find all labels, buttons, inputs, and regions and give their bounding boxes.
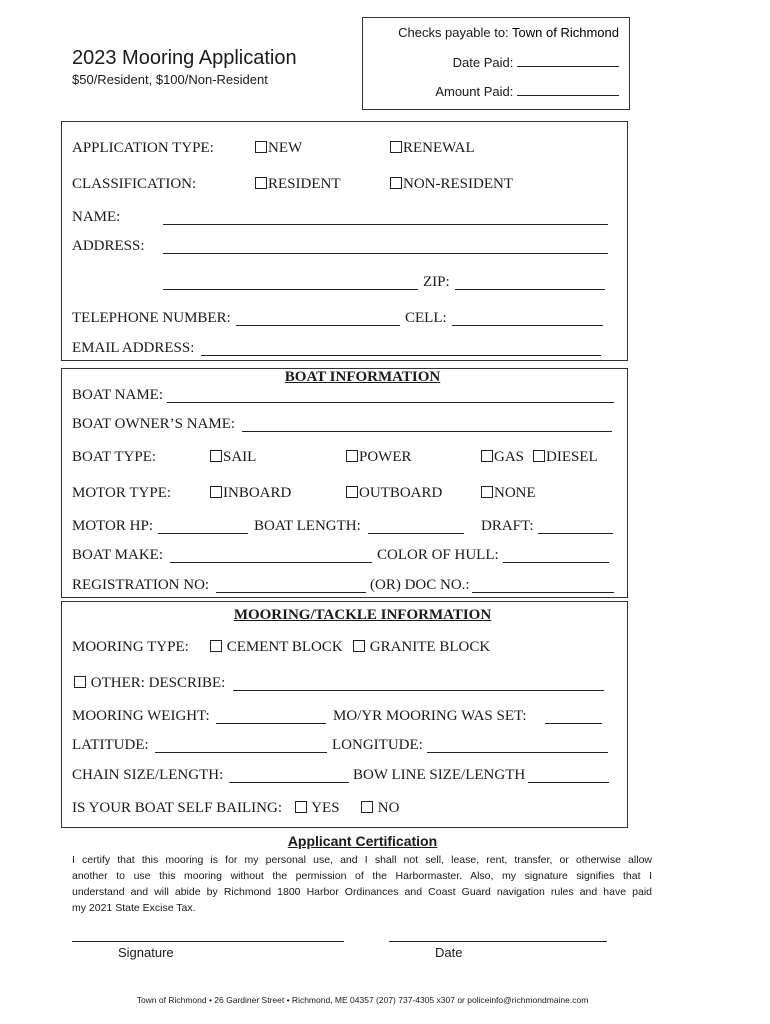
chain-size-label: CHAIN SIZE/LENGTH: — [72, 767, 224, 783]
sail-label: SAIL — [223, 449, 257, 465]
date-label: Date — [435, 945, 463, 960]
checks-payable-label: Checks payable to: — [398, 25, 513, 40]
outboard-label: OUTBOARD — [359, 485, 443, 501]
certification-line: I certify that this mooring is for my personal use, and I shall not sell, lease, rent, transfer, or otherwise allow — [72, 854, 652, 866]
latitude-label: LATITUDE: — [72, 737, 149, 753]
no-label: NO — [377, 800, 400, 816]
other-option[interactable] — [74, 675, 225, 692]
motor-hp-label: MOTOR HP: — [72, 518, 153, 534]
doc-no-label: (OR) DOC NO.: — [370, 577, 470, 593]
checks-payable-line — [398, 25, 619, 40]
owner-name-label: BOAT OWNER’S NAME: — [72, 416, 236, 432]
boat-length-label: BOAT LENGTH: — [254, 518, 361, 534]
resident-option[interactable] — [255, 176, 341, 193]
sail-checkbox[interactable] — [210, 450, 222, 462]
certification-line: another to use this mooring without the permission of the Harbormaster. Also, my signature signifies that I — [72, 870, 652, 882]
diesel-label: DIESEL — [546, 449, 598, 465]
doc-no-field[interactable] — [472, 579, 614, 593]
no-option[interactable] — [361, 800, 399, 817]
none-label: NONE — [494, 485, 536, 501]
amount-paid-blank[interactable] — [517, 82, 619, 96]
gas-label: GAS — [494, 449, 525, 465]
yes-option[interactable] — [295, 800, 340, 817]
telephone-label: TELEPHONE NUMBER: — [72, 310, 231, 326]
cell-field[interactable] — [452, 312, 603, 326]
gas-option[interactable] — [481, 449, 524, 466]
new-option[interactable] — [255, 140, 302, 157]
boat-name-label: BOAT NAME: — [72, 387, 163, 403]
motor-type-label: MOTOR TYPE: — [72, 485, 172, 501]
checks-payee: Town of Richmond — [512, 25, 619, 40]
none-option[interactable] — [481, 485, 536, 502]
outboard-checkbox[interactable] — [346, 486, 358, 498]
zip-field[interactable] — [455, 276, 605, 290]
signature-line[interactable] — [72, 941, 344, 942]
address-field[interactable] — [163, 240, 608, 254]
outboard-option[interactable] — [346, 485, 442, 502]
mooring-weight-field[interactable] — [216, 710, 326, 724]
non-resident-label: NON-RESIDENT — [403, 176, 513, 192]
hull-color-label: COLOR OF HULL: — [377, 547, 499, 563]
draft-label: DRAFT: — [481, 518, 534, 534]
renewal-checkbox[interactable] — [390, 141, 402, 153]
cement-block-label: CEMENT BLOCK — [226, 639, 343, 655]
telephone-field[interactable] — [236, 312, 400, 326]
new-checkbox[interactable] — [255, 141, 267, 153]
certification-heading: Applicant Certification — [287, 833, 438, 849]
email-label: EMAIL ADDRESS: — [72, 340, 195, 356]
non-resident-checkbox[interactable] — [390, 177, 402, 189]
name-field[interactable] — [163, 211, 608, 225]
inboard-checkbox[interactable] — [210, 486, 222, 498]
power-option[interactable] — [346, 449, 412, 466]
form-title: 2023 Mooring Application — [72, 47, 297, 69]
inboard-label: INBOARD — [223, 485, 292, 501]
no-checkbox[interactable] — [361, 801, 373, 813]
inboard-option[interactable] — [210, 485, 291, 502]
non-resident-option[interactable] — [390, 176, 513, 193]
longitude-label: LONGITUDE: — [332, 737, 423, 753]
latitude-field[interactable] — [155, 739, 327, 753]
boat-name-field[interactable] — [167, 389, 614, 403]
certification-text — [72, 852, 652, 916]
granite-block-option[interactable] — [353, 639, 490, 656]
diesel-checkbox[interactable] — [533, 450, 545, 462]
granite-block-checkbox[interactable] — [353, 640, 365, 652]
address-label: ADDRESS: — [72, 238, 145, 254]
cement-block-checkbox[interactable] — [210, 640, 222, 652]
yes-label: YES — [311, 800, 340, 816]
amount-paid-label: Amount Paid: — [435, 84, 514, 99]
owner-name-field[interactable] — [242, 418, 612, 432]
granite-block-label: GRANITE BLOCK — [369, 639, 491, 655]
email-field[interactable] — [201, 342, 601, 356]
chain-size-field[interactable] — [229, 769, 349, 783]
hull-color-field[interactable] — [503, 549, 609, 563]
boat-length-field[interactable] — [368, 520, 464, 534]
bow-line-label: BOW LINE SIZE/LENGTH — [353, 767, 526, 783]
mooring-heading: MOORING/TACKLE INFORMATION — [233, 607, 492, 623]
date-paid-blank[interactable] — [517, 53, 619, 67]
date-paid-label: Date Paid: — [452, 55, 514, 70]
mooring-weight-label: MOORING WEIGHT: — [72, 708, 210, 724]
bow-line-field[interactable] — [528, 769, 609, 783]
motor-hp-field[interactable] — [158, 520, 248, 534]
power-label: POWER — [359, 449, 412, 465]
boat-make-label: BOAT MAKE: — [72, 547, 163, 563]
none-checkbox[interactable] — [481, 486, 493, 498]
year-set-label: MO/YR MOORING WAS SET: — [333, 708, 527, 724]
cement-block-option[interactable] — [210, 639, 343, 656]
registration-label: REGISTRATION NO: — [72, 577, 210, 593]
renewal-option[interactable] — [390, 140, 475, 157]
resident-checkbox[interactable] — [255, 177, 267, 189]
certification-line: understand and will abide by Richmond 1800 Harbor Ordinances and Coast Guard navigation rules and have paid — [72, 886, 652, 898]
certification-line: my 2021 State Excise Tax. — [72, 902, 196, 914]
registration-field[interactable] — [216, 579, 366, 593]
fee-text: $50/Resident, $100/Non-Resident — [72, 72, 268, 87]
draft-field[interactable] — [538, 520, 613, 534]
year-set-field[interactable] — [545, 710, 602, 724]
diesel-option[interactable] — [533, 449, 598, 466]
new-label: NEW — [268, 140, 303, 156]
self-bailing-label: IS YOUR BOAT SELF BAILING: — [72, 800, 283, 816]
resident-label: RESIDENT — [268, 176, 341, 192]
boat-heading: BOAT INFORMATION — [284, 369, 441, 385]
other-describe-field[interactable] — [233, 677, 604, 691]
zip-label: ZIP: — [423, 274, 450, 290]
yes-checkbox[interactable] — [295, 801, 307, 813]
gas-checkbox[interactable] — [481, 450, 493, 462]
boat-type-label: BOAT TYPE: — [72, 449, 157, 465]
date-line[interactable] — [389, 941, 607, 942]
footer-contact: Town of Richmond • 26 Gardiner Street • Richmond, ME 04357 (207) 737-4305 x307 or policeinfo@richmondmaine.com — [136, 995, 589, 1005]
mooring-type-label: MOORING TYPE: — [72, 639, 189, 655]
classification-label: CLASSIFICATION: — [72, 176, 197, 192]
boat-make-field[interactable] — [170, 549, 372, 563]
amount-paid-field[interactable] — [435, 82, 619, 99]
power-checkbox[interactable] — [346, 450, 358, 462]
date-paid-field[interactable] — [453, 53, 619, 70]
name-label: NAME: — [72, 209, 121, 225]
other-label: OTHER: DESCRIBE: — [90, 675, 226, 691]
signature-label: Signature — [118, 945, 174, 960]
payment-box — [362, 17, 630, 110]
cell-label: CELL: — [405, 310, 447, 326]
longitude-field[interactable] — [427, 739, 608, 753]
application-type-label: APPLICATION TYPE: — [72, 140, 214, 156]
address-line2-field[interactable] — [163, 276, 418, 290]
sail-option[interactable] — [210, 449, 256, 466]
renewal-label: RENEWAL — [403, 140, 475, 156]
other-checkbox[interactable] — [74, 676, 86, 688]
